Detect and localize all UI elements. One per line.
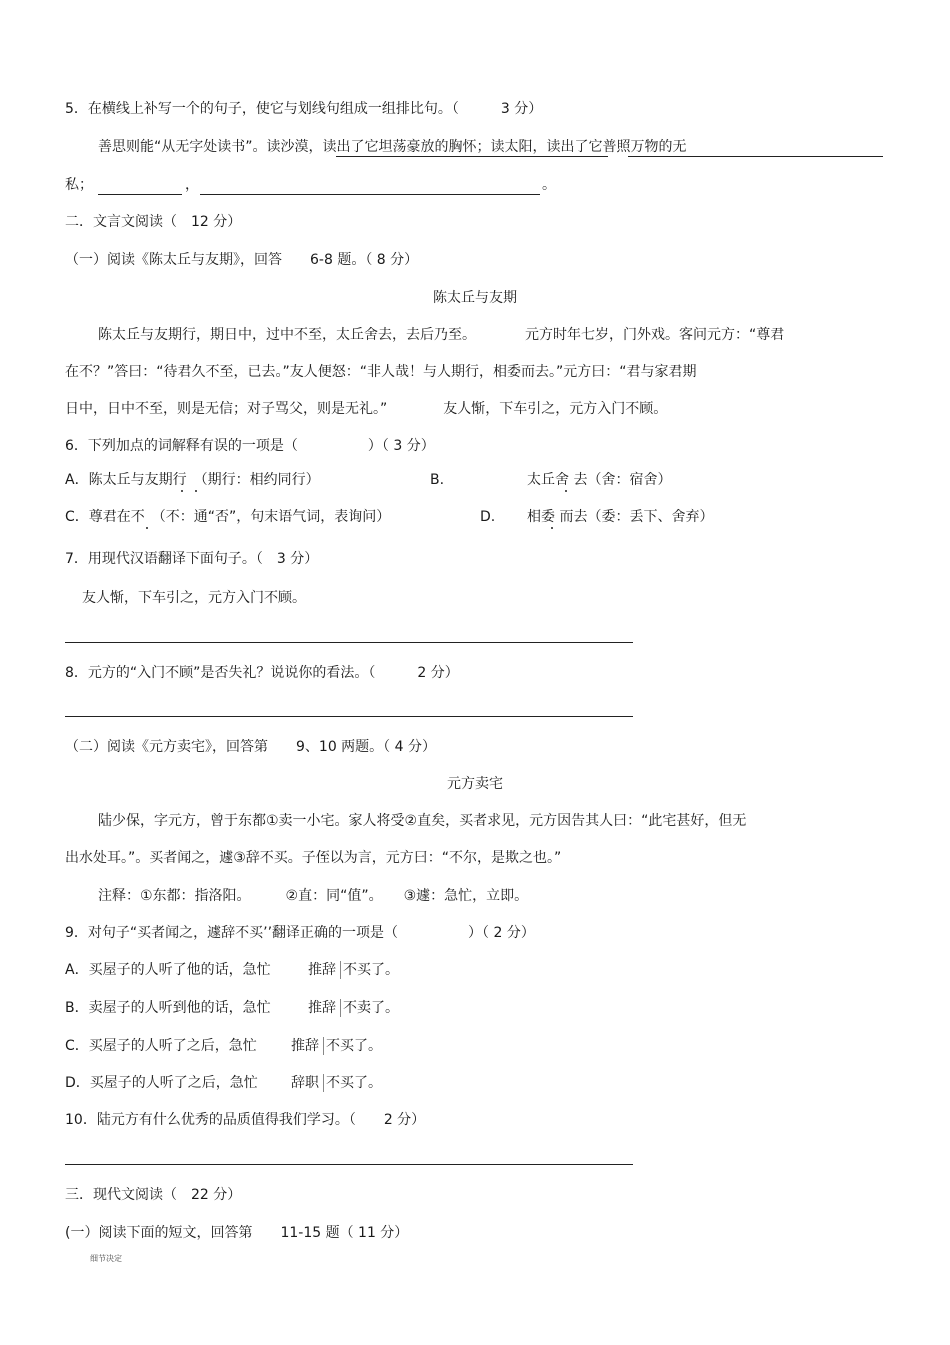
passage2-notes: 注释：①东都：指洛阳。 ②直：同“值”。 ③遽：急忙，立即。	[98, 888, 529, 904]
q10-answer-line[interactable]	[65, 1164, 633, 1165]
q5-comma: ，	[185, 177, 199, 193]
q6-option-b-label: B.	[430, 472, 445, 488]
q9-option-d-end: 不买了。	[326, 1075, 382, 1091]
q9-option-a-end: 不买了。	[343, 962, 399, 978]
q8-title: 8．元方的“入门不顾”是否失礼？说说你的看法。（ 2 分）	[65, 665, 459, 681]
section3-part1: (一）阅读下面的短文，回答第 11-15 题（ 11 分）	[65, 1225, 409, 1241]
q6-option-a: A．陈太丘与友期行 （期行：相约同行）	[65, 472, 320, 488]
q6-option-b: 太丘舍 去（舍：宿舍）	[527, 472, 672, 488]
passage-line-3: 日中，日中不至，则是无信；对子骂父，则是无礼。” 友人惭，下车引之，元方入门不顾。	[65, 401, 668, 417]
blank-2[interactable]	[200, 194, 540, 195]
q7-title: 7．用现代汉语翻译下面句子。（ 3 分）	[65, 551, 319, 567]
emphasis-dot	[146, 527, 148, 529]
q9-option-c-start: C．买屋子的人听了之后，急忙	[65, 1038, 257, 1054]
passage2-title: 元方卖宅	[447, 776, 503, 792]
q5-sentence: 善思则能“从无字处读书”。读沙漠，读出了它坦荡豪放的胸怀；读太阳，读出了它普照万物的无	[98, 139, 687, 155]
cursor-mark	[340, 999, 341, 1017]
q9-option-d-mid: 辞职	[291, 1075, 319, 1091]
underline-1	[336, 156, 608, 157]
q6-option-c: C．尊君在不 （不：通“否”，句末语气词，表询问）	[65, 509, 391, 525]
q6-option-d: 相委 而去（委：丢下、舍弃）	[527, 509, 714, 525]
q9-option-c-end: 不买了。	[326, 1038, 382, 1054]
section2-part1: （一）阅读《陈太丘与友期》，回答 6-8 题。（ 8 分）	[65, 252, 419, 268]
q7-sentence: 友人惭，下车引之，元方入门不顾。	[82, 590, 306, 606]
q9-option-b-mid: 推辞	[308, 1000, 336, 1016]
q6-title: 6．下列加点的词解释有误的一项是（ ）（ 3 分）	[65, 438, 435, 454]
emphasis-dot	[565, 490, 567, 492]
q9-option-d-start: D．买屋子的人听了之后，急忙	[65, 1075, 258, 1091]
cursor-mark	[323, 1037, 324, 1055]
emphasis-dot	[181, 490, 183, 492]
passage2-line-1: 陆少保，字元方，曾于东都①卖一小宅。家人将受②直矣，买者求见，元方因告其人曰：“此宅甚好，但无	[98, 813, 747, 829]
q8-answer-line[interactable]	[65, 716, 633, 717]
underline-2	[628, 156, 883, 157]
section3-title: 三．现代文阅读（ 22 分）	[65, 1187, 242, 1203]
q9-option-b-end: 不卖了。	[343, 1000, 399, 1016]
q9-option-a-mid: 推辞	[308, 962, 336, 978]
q9-option-a-start: A．买屋子的人听了他的话，急忙	[65, 962, 271, 978]
q9-option-b-start: B．卖屋子的人听到他的话，急忙	[65, 1000, 271, 1016]
passage-line-1: 陈太丘与友期行，期日中，过中不至，太丘舍去，去后乃至。 元方时年七岁，门外戏。客问元方：“尊君	[98, 327, 785, 343]
passage-line-2: 在不？”答曰：“待君久不至，已去。”友人便怒：“非人哉！与人期行，相委而去。”元方曰：“君与家君期	[65, 364, 697, 380]
cursor-mark	[323, 1074, 324, 1092]
passage-title: 陈太丘与友期	[433, 290, 517, 306]
q9-option-c-mid: 推辞	[291, 1038, 319, 1054]
passage2-line-2: 出水处耳。”。买者闻之，遽③辞不买。子侄以为言，元方曰：“不尔，是欺之也。”	[65, 850, 562, 866]
blank-1[interactable]	[98, 194, 182, 195]
q10-title: 10．陆元方有什么优秀的品质值得我们学习。（ 2 分）	[65, 1112, 426, 1128]
cursor-mark	[340, 961, 341, 979]
q9-title: 9．对句子“买者闻之，遽辞不买’’翻译正确的一项是（ ）（ 2 分）	[65, 925, 535, 941]
q5-line2-start: 私；	[65, 177, 93, 193]
footer-note: 细节决定	[90, 1254, 122, 1263]
emphasis-dot	[195, 490, 197, 492]
section2-part2: （二）阅读《元方卖宅》，回答第 9、10 两题。（ 4 分）	[65, 739, 436, 755]
q5-title: 5．在横线上补写一个的句子，使它与划线句组成一组排比句。（ 3 分）	[65, 101, 543, 117]
section2-title: 二．文言文阅读（ 12 分）	[65, 214, 242, 230]
q6-option-d-label: D.	[480, 509, 496, 525]
emphasis-dot	[551, 527, 553, 529]
q7-answer-line[interactable]	[65, 642, 633, 643]
q5-end: 。	[542, 177, 556, 193]
